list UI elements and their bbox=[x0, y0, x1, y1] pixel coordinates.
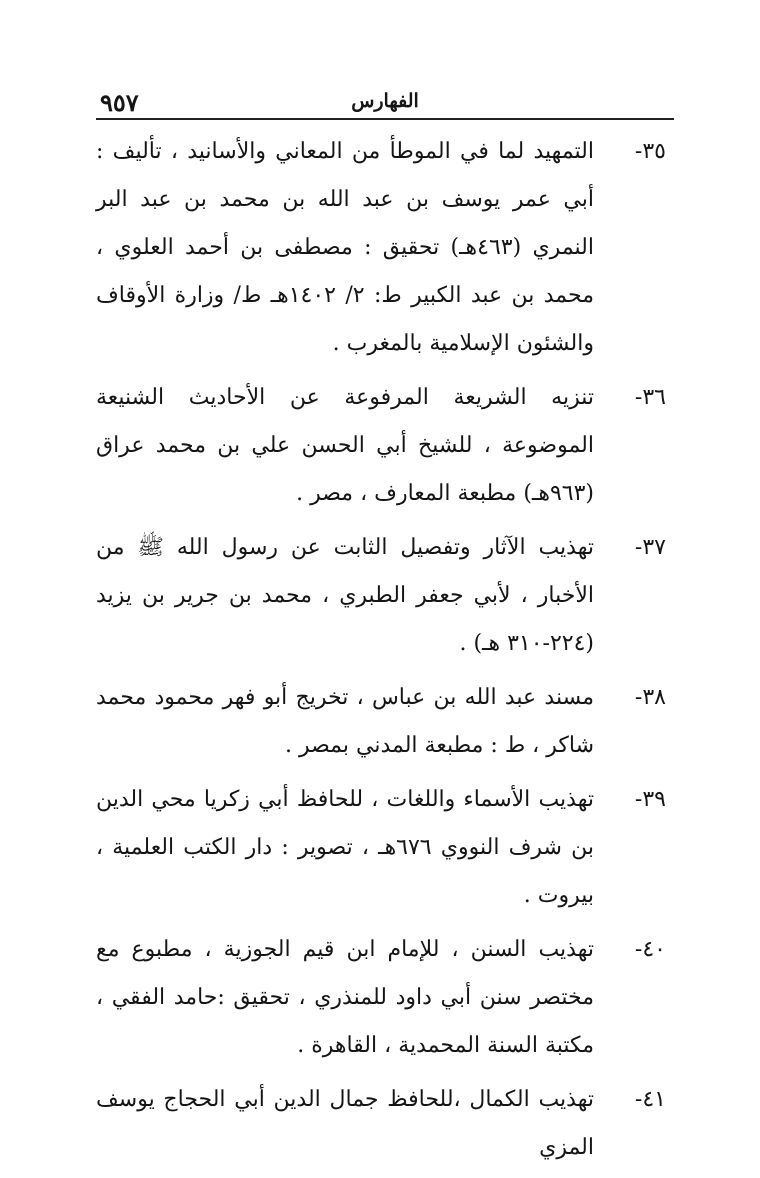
bibliography-entry bbox=[96, 926, 666, 1070]
entry-number: ٣٨- bbox=[634, 685, 666, 710]
entry-number: ٣٧- bbox=[634, 535, 666, 560]
entry-number: ٤٠- bbox=[634, 937, 666, 962]
running-title: الفهارس bbox=[351, 90, 419, 112]
bibliography-entry bbox=[96, 524, 666, 668]
entry-number: ٤١- bbox=[634, 1087, 666, 1112]
page-header bbox=[96, 88, 674, 120]
bibliography-entry bbox=[96, 1076, 666, 1172]
bibliography-entry bbox=[96, 374, 666, 518]
entry-text: مسند عبد الله بن عباس ، تخريج أبو فهر محمود محمد شاكر ، ط : مطبعة المدني بمصر . bbox=[96, 685, 594, 758]
bibliography-entry bbox=[96, 674, 666, 770]
bibliography-list bbox=[96, 128, 666, 1178]
entry-number: ٣٦- bbox=[634, 385, 666, 410]
bibliography-entry bbox=[96, 128, 666, 368]
entry-text: تهذيب الكمال ،للحافظ جمال الدين أبي الحجاج يوسف المزي bbox=[96, 1087, 594, 1160]
bibliography-entry bbox=[96, 776, 666, 920]
entry-text: تهذيب الآثار وتفصيل الثابت عن رسول الله ﷺ من الأخبار ، لأبي جعفر الطبري ، محمد بن جرير بن يزيد (٢٢٤-٣١٠ هـ) . bbox=[96, 535, 594, 656]
entry-text: تهذيب الأسماء واللغات ، للحافظ أبي زكريا محي الدين بن شرف النووي ٦٧٦هـ ، تصوير : دار الكتب العلمية ، بيروت . bbox=[96, 787, 594, 908]
entry-text: التمهيد لما في الموطأ من المعاني والأسانيد ، تأليف : أبي عمر يوسف بن عبد الله بن محمد بن عبد البر النمري (٤٦٣هـ) تحقيق : مصطفى بن أحمد العلوي ، محمد بن عبد الكبير ط: ٢/ ١٤٠٢هـ ط/ وزارة الأوقاف والشئون الإسلامية بالمغرب . bbox=[96, 139, 594, 356]
entry-number: ٣٥- bbox=[634, 139, 666, 164]
entry-text: تنزيه الشريعة المرفوعة عن الأحاديث الشنيعة الموضوعة ، للشيخ أبي الحسن علي بن محمد عراق (٩٦٣هـ) مطبعة المعارف ، مصر . bbox=[96, 385, 594, 506]
page-number: ٩٥٧ bbox=[100, 88, 139, 117]
entry-text: تهذيب السنن ، للإمام ابن قيم الجوزية ، مطبوع مع مختصر سنن أبي داود للمنذري ، تحقيق :حامد الفقي ، مكتبة السنة المحمدية ، القاهرة . bbox=[96, 937, 594, 1058]
entry-number: ٣٩- bbox=[634, 787, 666, 812]
